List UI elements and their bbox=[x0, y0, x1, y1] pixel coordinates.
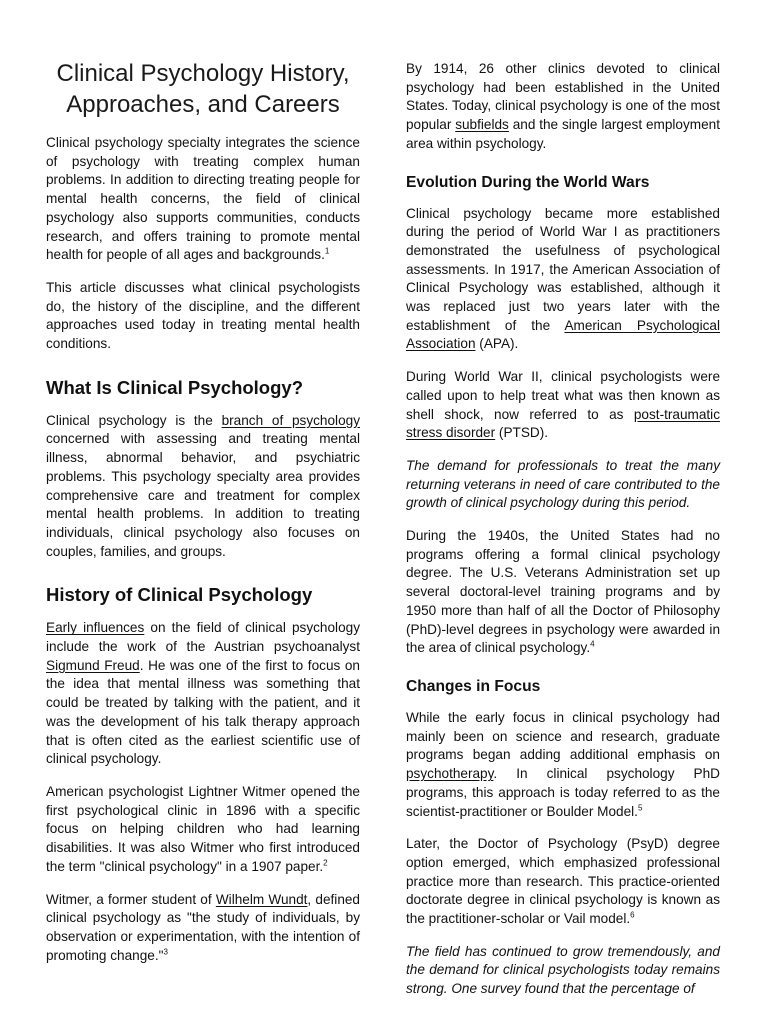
sigmund-freud-link[interactable]: Sigmund Freud bbox=[46, 657, 140, 673]
ptsd-link[interactable]: post-traumatic stress disorder bbox=[406, 406, 720, 441]
focus-paragraph-1: While the early focus in clinical psychology had mainly been on science and research, graduate programs began adding additional emphasis on psychotherapy. In clinical psychology PhD programs, this approach is today referred to as the scientist-practitioner or Boulder Model.$^5$ bbox=[406, 709, 720, 819]
citation-2[interactable]: 2 bbox=[323, 858, 328, 868]
world-wars-paragraph-1: Clinical psychology became more established during the period of World War I as practitioners demonstrated the usefulness of psychological assessments. In 1917, the American Association of Clinical Psychology was established, although it was replaced just two years later with the establishment of the American Psychological Association (APA). bbox=[406, 205, 720, 352]
early-influences-link[interactable]: Early influences bbox=[46, 620, 145, 636]
subheading-world-wars: Evolution During the World Wars bbox=[406, 173, 650, 191]
wilhelm-wundt-link[interactable]: Wilhelm Wundt bbox=[215, 891, 308, 907]
psychotherapy-link[interactable]: psychotherapy bbox=[406, 766, 494, 782]
history-paragraph-4: By 1914, 26 other clinics devoted to clinical psychology had been established in the United States. Today, clinical psychology is one of the most popular subfields and the single largest employment area within psychology. bbox=[406, 61, 721, 151]
intro-paragraph-1: Clinical psychology specialty integrates the science of psychology with treating complex human problems. In addition to directing treating people for mental health concerns, the field of clinical psychology also supports communities, conducts research, and offers training to promote mental health for people of all ages and backgrounds.$^1$ bbox=[46, 135, 360, 263]
apa-link[interactable]: American Psychological Association bbox=[406, 317, 720, 352]
left-column bbox=[46, 0, 360, 979]
section-heading-what-is: What Is Clinical Psychology? bbox=[46, 376, 303, 398]
history-paragraph-1: Early influences on the field of clinical psychology include the work of the Austrian psychoanalyst Sigmund Freud. He was one of the first to focus on the idea that mental illness was something that could be treated by talking with the patient, and it was the development of his talk therapy approach that is often cited as the earliest scientific use of clinical psychology. bbox=[46, 620, 360, 767]
citation-6[interactable]: 6 bbox=[630, 910, 635, 920]
page-title: Clinical Psychology History, Approaches, and Careers bbox=[56, 60, 350, 118]
section-heading-history: History of Clinical Psychology bbox=[46, 584, 313, 606]
what-is-paragraph: Clinical psychology is the branch of psychology concerned with assessing and treating mental illness, abnormal behavior, and psychiatric problems. This psychology specialty area provides comprehensive care and treatment for complex mental health problems. In addition to treating individuals, clinical psychology also focuses on couples, families, and groups. bbox=[46, 412, 360, 559]
right-column bbox=[406, 0, 720, 1013]
citation-5[interactable]: 5 bbox=[637, 802, 643, 812]
citation-1[interactable]: 1 bbox=[324, 246, 330, 256]
intro-paragraph-2: This article discusses what clinical psychologists do, the history of the discipline, and the different approaches used today in treating mental health conditions. bbox=[46, 279, 360, 352]
pull-quote-1: The demand for professionals to treat the many returning veterans in need of care contributed to the growth of clinical psychology during this period. bbox=[406, 457, 720, 511]
history-paragraph-2: American psychologist Lightner Witmer opened the first psychological clinic in 1896 with a specific focus on helping children who had learning disabilities. It was also Witmer who first introduced the term "clinical psychology" in a 1907 paper.$^2$ bbox=[46, 783, 360, 874]
branch-of-psychology-link[interactable]: branch of psychology bbox=[221, 412, 360, 428]
world-wars-paragraph-3: During the 1940s, the United States had no programs offering a formal clinical psychology degree. The U.S. Veterans Administration set up several doctoral-level training programs and by 1950 more than half of all the Doctor of Philosophy (PhD)-level degrees in psychology were awarded in the area of clinical psychology.$^4$ bbox=[406, 528, 720, 656]
citation-4[interactable]: 4 bbox=[590, 639, 595, 649]
subheading-changes-in-focus: Changes in Focus bbox=[406, 677, 541, 695]
focus-paragraph-2: Later, the Doctor of Psychology (PsyD) degree option emerged, which emphasized professional practice more than research. This practice-oriented doctorate degree in clinical psychology is known as the practitioner-scholar or Vail model.$^6$ bbox=[406, 836, 720, 927]
subfields-link[interactable]: subfields bbox=[455, 117, 509, 133]
world-wars-paragraph-2: During World War II, clinical psychologists were called upon to help treat what was then known as shell shock, now referred to as post-traumatic stress disorder (PTSD). bbox=[406, 369, 720, 441]
history-paragraph-3: Witmer, a former student of Wilhelm Wundt, defined clinical psychology as "the study of individuals, by observation or experimentation, with the intention of promoting change."$^3$ bbox=[46, 891, 360, 963]
pull-quote-2: The field has continued to grow tremendously, and the demand for clinical psychologists today remains strong. One survey found that the percentage of bbox=[406, 943, 720, 997]
citation-3[interactable]: 3 bbox=[163, 947, 168, 957]
